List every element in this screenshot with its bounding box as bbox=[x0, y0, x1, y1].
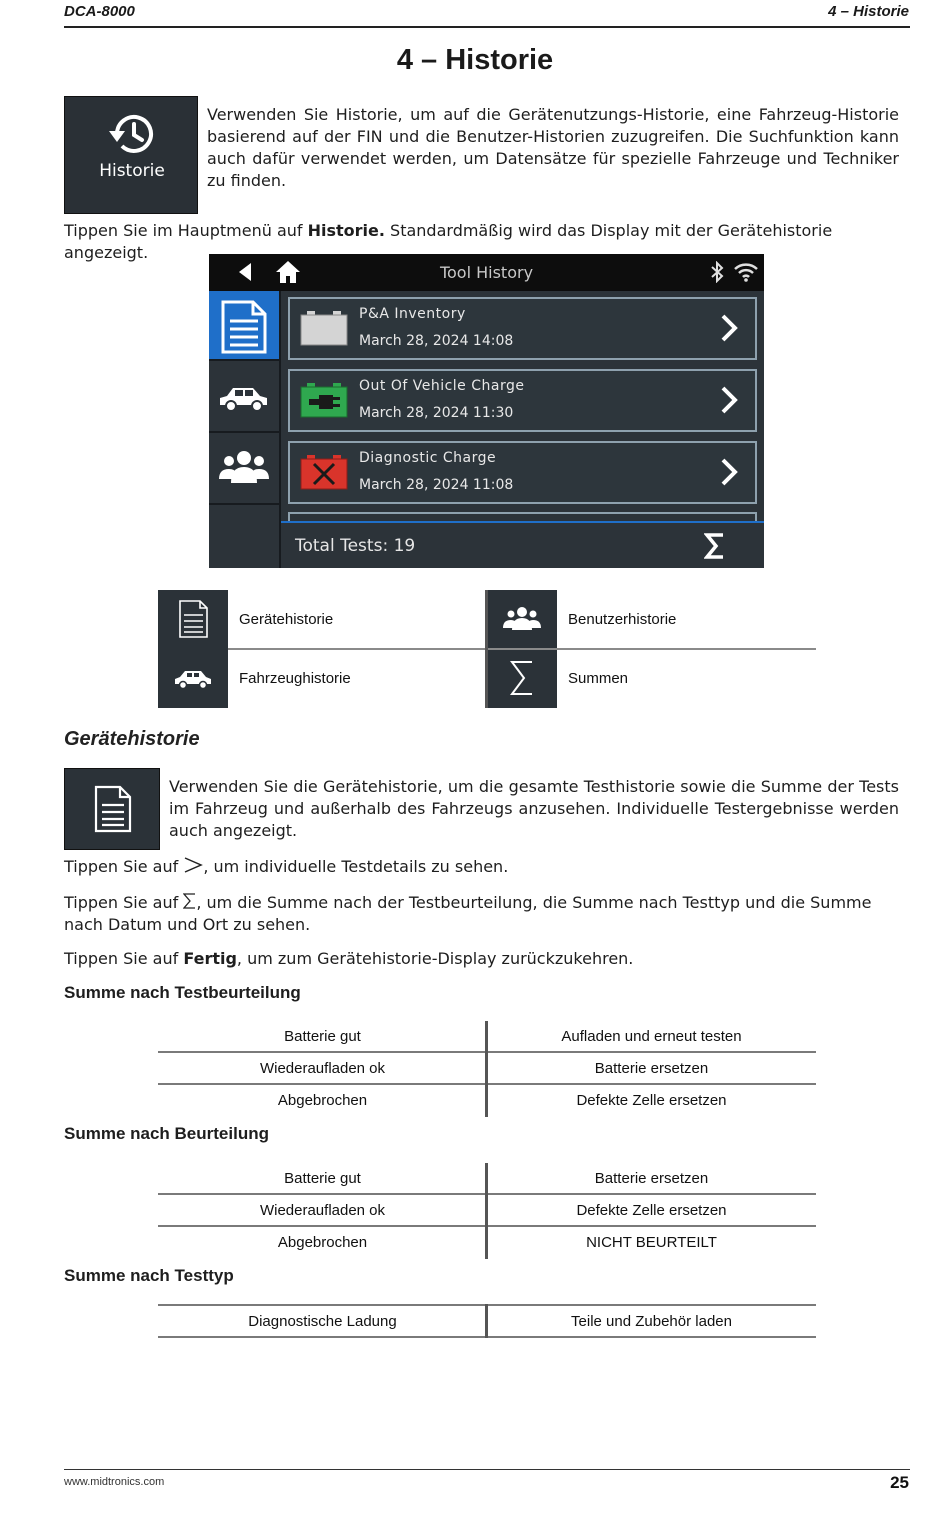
tab-tool-history[interactable] bbox=[209, 291, 279, 361]
page-number: 25 bbox=[890, 1473, 909, 1492]
document-icon bbox=[217, 299, 271, 355]
sigma-icon bbox=[502, 658, 542, 698]
table-cell: Teile und Zubehör laden bbox=[571, 1313, 732, 1330]
table-divider bbox=[485, 1304, 488, 1338]
history-list bbox=[281, 291, 764, 521]
screen-footer bbox=[281, 521, 764, 568]
table-cell: Batterie ersetzen bbox=[594, 1060, 709, 1077]
table-cell: Defekte Zelle ersetzen bbox=[576, 1202, 727, 1219]
icon-legend bbox=[158, 590, 816, 708]
subsection-title: Summe nach Testtyp bbox=[64, 1266, 234, 1285]
wifi-icon bbox=[733, 262, 759, 282]
legend-icon-box bbox=[487, 649, 557, 708]
subsection-title: Summe nach Testbeurteilung bbox=[64, 983, 301, 1002]
row-title: Diagnostic Charge bbox=[359, 450, 497, 466]
subsection-title: Summe nach Beurteilung bbox=[64, 1124, 269, 1143]
users-icon bbox=[217, 443, 271, 497]
tab-vehicle-history[interactable] bbox=[209, 363, 279, 433]
total-tests: Total Tests: 19 bbox=[295, 536, 416, 556]
section-title: Gerätehistorie bbox=[64, 728, 200, 750]
p3-bold: Fertig bbox=[183, 949, 237, 968]
table-cell: Wiederaufladen ok bbox=[259, 1202, 386, 1219]
screen-topbar bbox=[209, 254, 764, 291]
legend-label: Fahrzeughistorie bbox=[239, 670, 351, 687]
legend-label: Summen bbox=[568, 670, 629, 687]
footer-rule bbox=[64, 1469, 910, 1470]
tool-history-tile bbox=[64, 768, 160, 850]
test-result-table bbox=[158, 1021, 816, 1117]
battery-icon bbox=[300, 310, 348, 346]
p1-post: , um individuelle Testdetails zu sehen. bbox=[203, 857, 509, 876]
p1-pre: Tippen Sie auf bbox=[64, 857, 184, 876]
table-cell: Defekte Zelle ersetzen bbox=[576, 1092, 727, 1109]
sigma-icon[interactable] bbox=[704, 533, 726, 559]
table-cell: Abgebrochen bbox=[277, 1234, 368, 1251]
document-icon bbox=[173, 599, 213, 639]
device-screenshot bbox=[209, 254, 764, 568]
table-cell: Aufladen und erneut testen bbox=[561, 1028, 742, 1045]
tab-user-history[interactable] bbox=[209, 435, 279, 505]
paragraph-sigma bbox=[64, 892, 910, 936]
table-divider bbox=[485, 1021, 488, 1117]
paragraph-done bbox=[64, 948, 910, 970]
legend-label: Benutzerhistorie bbox=[568, 611, 677, 628]
paragraph-chevron bbox=[64, 856, 910, 878]
intro-text: Verwenden Sie Historie, um auf die Gerätenutzungs-Historie, eine Fahrzeug-Historie basierend auf der FIN und die Benutzer-Historien zuzugreifen. Die Suchfunktion kann auch dafür verwendet werden, um Datensätze für spezielle Fahrzeuge und Techniker zu finden. bbox=[207, 105, 899, 190]
header-rule bbox=[64, 26, 910, 28]
table-cell: Diagnostische Ladung bbox=[248, 1313, 397, 1330]
table-cell: Batterie gut bbox=[284, 1170, 361, 1187]
result-table bbox=[158, 1163, 816, 1259]
legend-icon-box bbox=[158, 649, 228, 708]
table-cell: NICHT BEURTEILT bbox=[586, 1234, 717, 1251]
history-row[interactable] bbox=[288, 369, 757, 432]
history-row-partial bbox=[288, 512, 757, 521]
test-type-table bbox=[158, 1304, 816, 1338]
history-tile-label: Historie bbox=[99, 161, 165, 181]
p2-pre: Tippen Sie auf bbox=[64, 893, 184, 912]
legend-divider bbox=[485, 590, 488, 708]
tap-line-pre: Tippen Sie im Hauptmenü auf bbox=[64, 221, 308, 240]
legend-icon-box bbox=[158, 590, 228, 649]
chevron-right-icon[interactable] bbox=[719, 313, 739, 343]
legend-vehicle-history bbox=[158, 649, 487, 708]
legend-totals bbox=[487, 649, 816, 708]
tool-history-text: Verwenden Sie die Gerätehistorie, um die gesamte Testhistorie sowie die Summe der Tests im Fahrzeug und außerhalb des Fahrzeugs anzusehen. Individuelle Testergebnisse werden auch angezeigt. bbox=[169, 777, 899, 840]
row-date: March 28, 2024 11:30 bbox=[359, 405, 514, 421]
history-row[interactable] bbox=[288, 297, 757, 360]
row-title: P&A Inventory bbox=[359, 306, 466, 322]
battery-fail-icon bbox=[300, 454, 348, 490]
chevron-right-icon[interactable] bbox=[719, 457, 739, 487]
table-cell: Abgebrochen bbox=[277, 1092, 368, 1109]
screen-title: Tool History bbox=[439, 263, 534, 282]
legend-icon-box bbox=[487, 590, 557, 649]
tap-line-post: Standardmäßig wird das Display mit der Gerätehistorie angezeigt. bbox=[64, 221, 833, 262]
document-icon bbox=[93, 785, 133, 833]
legend-user-history bbox=[487, 590, 816, 649]
table-cell: Batterie gut bbox=[284, 1028, 361, 1045]
row-title: Out Of Vehicle Charge bbox=[359, 378, 525, 394]
bluetooth-icon bbox=[709, 261, 725, 283]
table-cell: Wiederaufladen ok bbox=[259, 1060, 386, 1077]
history-row[interactable] bbox=[288, 441, 757, 504]
users-icon bbox=[502, 599, 542, 639]
doc-header-chapter: 4 – Historie bbox=[828, 3, 909, 20]
doc-header-model: DCA-8000 bbox=[64, 3, 135, 20]
history-icon bbox=[105, 109, 159, 159]
battery-charge-icon bbox=[300, 382, 348, 418]
row-date: March 28, 2024 14:08 bbox=[359, 333, 514, 349]
car-icon bbox=[217, 371, 271, 425]
table-cell: Batterie ersetzen bbox=[594, 1170, 709, 1187]
screen-side-nav bbox=[209, 291, 279, 568]
row-date: March 28, 2024 11:08 bbox=[359, 477, 514, 493]
sigma-icon bbox=[183, 893, 196, 909]
p3-post: , um zum Gerätehistorie-Display zurückzukehren. bbox=[236, 949, 634, 968]
footer-url: www.midtronics.com bbox=[64, 1476, 165, 1488]
page-title: 4 – Historie bbox=[396, 44, 554, 76]
p2-post: , um die Summe nach der Testbeurteilung, die Summe nach Testtyp und die Summe nach Datum und Ort zu sehen. bbox=[64, 893, 872, 934]
legend-tool-history bbox=[158, 590, 487, 649]
chevron-right-icon bbox=[183, 857, 203, 873]
legend-divider bbox=[228, 648, 816, 650]
tap-line-bold: Historie. bbox=[307, 221, 385, 240]
legend-label: Gerätehistorie bbox=[239, 611, 334, 628]
table-divider bbox=[485, 1163, 488, 1259]
car-icon bbox=[173, 658, 213, 698]
p3-pre: Tippen Sie auf bbox=[64, 949, 184, 968]
history-tile bbox=[64, 96, 198, 214]
chevron-right-icon[interactable] bbox=[719, 385, 739, 415]
